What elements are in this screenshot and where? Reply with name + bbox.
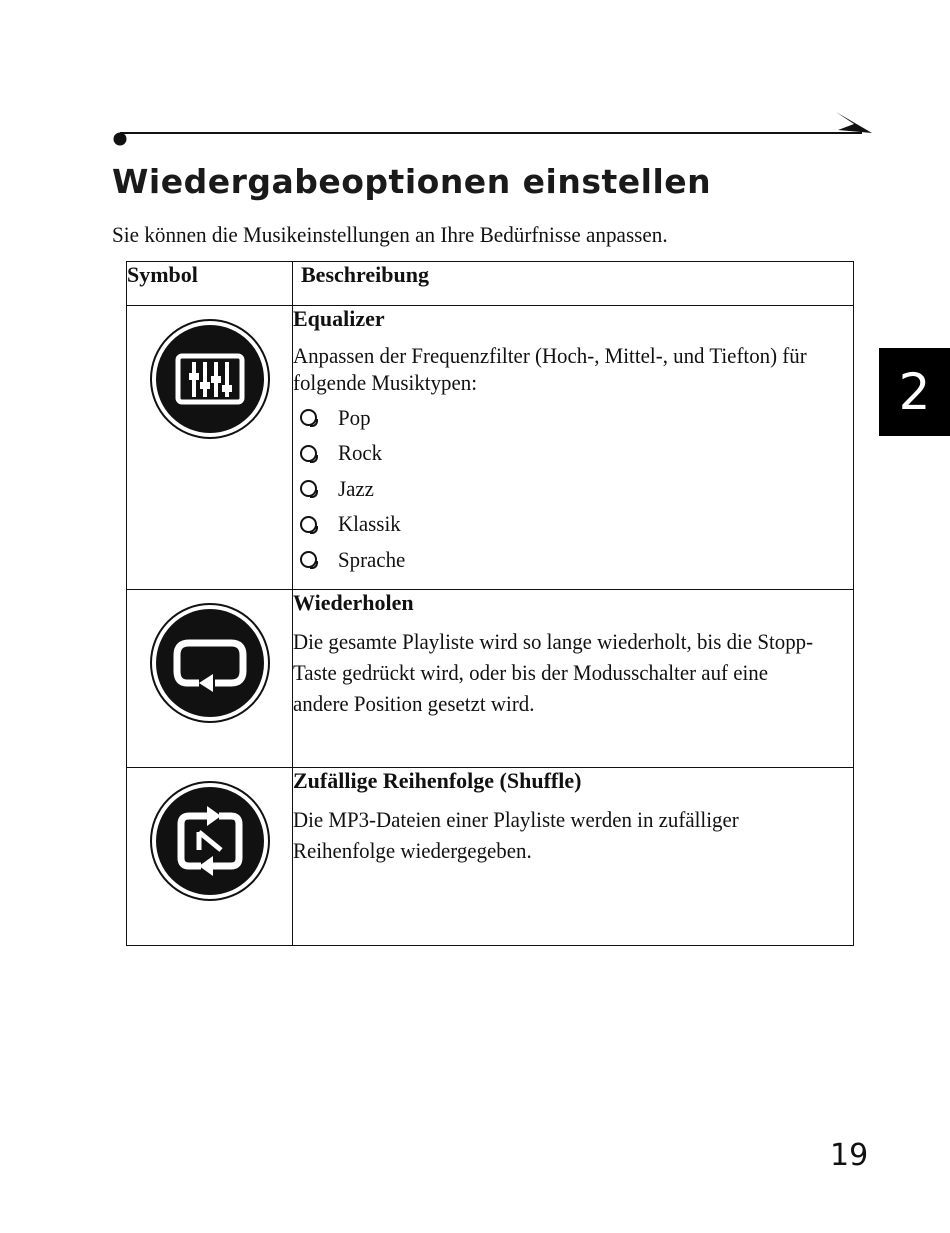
option-description: Die MP3-Dateien einer Playliste werden in zufälliger Reihenfolge wiedergegeben. [293, 807, 739, 863]
shuffle-icon [149, 780, 271, 902]
music-type-label: Klassik [338, 511, 401, 537]
description-cell [293, 306, 854, 590]
circle-bullet-icon [300, 551, 317, 568]
option-title: Wiederholen [293, 590, 414, 615]
equalizer-icon [149, 318, 271, 440]
table-row [127, 590, 854, 768]
option-description: Die gesamte Playliste wird so lange wiederholt, bis die Stopp-Taste gedrückt wird, oder bis der Modusschalter auf eine andere Position gesetzt wird. [293, 629, 814, 716]
circle-bullet-icon [300, 516, 317, 533]
symbol-cell [127, 306, 293, 590]
list-item [293, 542, 853, 578]
symbol-cell [127, 590, 293, 768]
header-description: Beschreibung [293, 262, 854, 306]
chapter-tab: 2 [879, 348, 950, 436]
description-cell [293, 590, 854, 768]
music-type-label: Pop [338, 404, 371, 430]
circle-bullet-icon [300, 480, 317, 497]
option-title: Equalizer [293, 306, 385, 331]
circle-bullet-icon [300, 409, 317, 426]
table-header-row [127, 262, 854, 306]
header-arrow-line [0, 0, 950, 160]
option-title: Zufällige Reihenfolge (Shuffle) [293, 768, 582, 793]
page-number: 19 [830, 1138, 869, 1173]
music-type-list [293, 400, 853, 578]
description-cell [293, 768, 854, 946]
music-type-label: Sprache [338, 546, 406, 572]
music-type-label: Jazz [338, 475, 374, 501]
table-row [127, 306, 854, 590]
intro-text: Sie können die Musikeinstellungen an Ihre Bedürfnisse anpassen. [112, 222, 668, 247]
playback-options-table [126, 261, 854, 946]
list-item [293, 400, 853, 436]
option-description: Anpassen der Frequenzfilter (Hoch-, Mittel-, und Tiefton) für folgende Musiktypen: [293, 343, 807, 395]
list-item [293, 436, 853, 472]
page-title: Wiedergabeoptionen einstellen [112, 162, 712, 201]
header-symbol: Symbol [127, 262, 293, 306]
music-type-label: Rock [338, 440, 383, 466]
list-item [293, 507, 853, 543]
list-item [293, 471, 853, 507]
repeat-icon [149, 602, 271, 724]
header-rule [0, 0, 950, 160]
table-row [127, 768, 854, 946]
circle-bullet-icon [300, 445, 317, 462]
symbol-cell [127, 768, 293, 946]
